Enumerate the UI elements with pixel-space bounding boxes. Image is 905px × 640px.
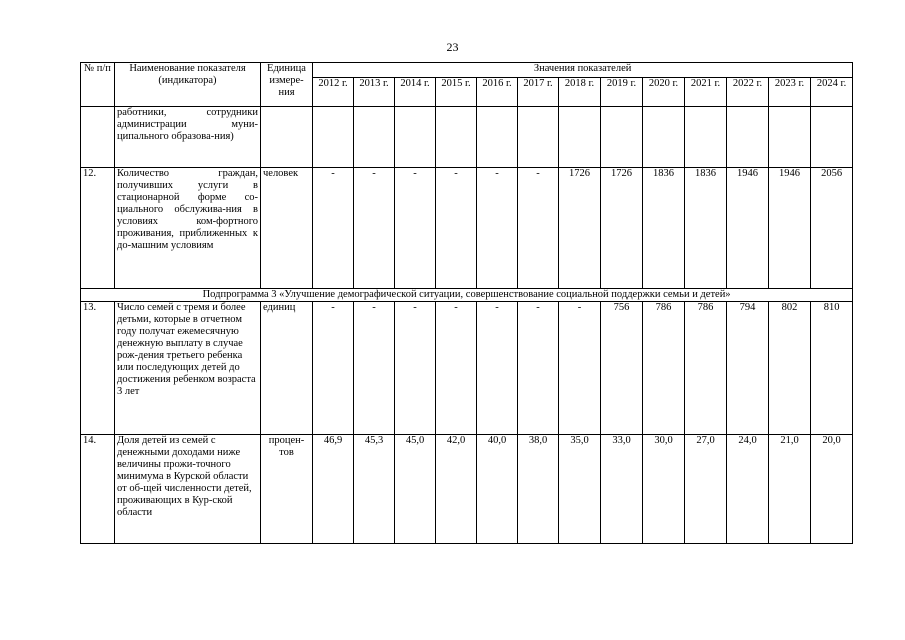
row-value: 20,0	[811, 435, 853, 544]
header-year: 2016 г.	[477, 78, 518, 107]
row-value: 1726	[601, 168, 643, 289]
row-value: 2056	[811, 168, 853, 289]
header-year: 2018 г.	[559, 78, 601, 107]
header-name: Наименование показателя (индикатора)	[115, 63, 261, 107]
row-name: Доля детей из семей с денежными доходами ниже величины прожи-точного минимума в Курской области от об-щей численности детей, проживающих в Кур-ской области	[115, 435, 261, 544]
header-year: 2019 г.	[601, 78, 643, 107]
row-value: 45,0	[395, 435, 436, 544]
header-year: 2024 г.	[811, 78, 853, 107]
header-values-title: Значения показателей	[313, 63, 853, 78]
row-value: 46,9	[313, 435, 354, 544]
table-row	[81, 168, 853, 289]
row-value: 802	[769, 302, 811, 435]
row-value: 1836	[643, 168, 685, 289]
row-value: -	[313, 168, 354, 289]
header-year: 2020 г.	[643, 78, 685, 107]
row-value: 27,0	[685, 435, 727, 544]
subprogram-title: Подпрограмма 3 «Улучшение демографической ситуации, совершенствование социальной поддержки семьи и детей»	[81, 289, 853, 302]
row-value: 1836	[685, 168, 727, 289]
row-value	[643, 107, 685, 168]
row-value	[313, 107, 354, 168]
row-value: 38,0	[518, 435, 559, 544]
row-value: -	[477, 168, 518, 289]
row-value	[601, 107, 643, 168]
row-value: 21,0	[769, 435, 811, 544]
row-num: 12.	[81, 168, 115, 289]
row-unit: процен-тов	[261, 435, 313, 544]
row-value: -	[354, 302, 395, 435]
subprogram-row	[81, 289, 853, 302]
header-unit: Единица измере-ния	[261, 63, 313, 107]
row-unit: человек	[261, 168, 313, 289]
row-num: 13.	[81, 302, 115, 435]
row-value: -	[436, 168, 477, 289]
header-year: 2012 г.	[313, 78, 354, 107]
row-value: 30,0	[643, 435, 685, 544]
row-value: 33,0	[601, 435, 643, 544]
row-value: -	[354, 168, 395, 289]
row-unit: единиц	[261, 302, 313, 435]
row-value: -	[477, 302, 518, 435]
row-value: -	[313, 302, 354, 435]
row-value: 35,0	[559, 435, 601, 544]
row-unit	[261, 107, 313, 168]
indicators-table	[80, 62, 853, 544]
row-value	[685, 107, 727, 168]
row-value: 810	[811, 302, 853, 435]
row-value: 786	[643, 302, 685, 435]
row-value: 45,3	[354, 435, 395, 544]
header-year: 2017 г.	[518, 78, 559, 107]
row-value: 42,0	[436, 435, 477, 544]
header-num: № п/п	[81, 63, 115, 107]
row-num: 14.	[81, 435, 115, 544]
row-value: -	[559, 302, 601, 435]
row-value	[436, 107, 477, 168]
row-value	[811, 107, 853, 168]
row-name: работники, сотрудники администрации муни-ципального образова-ния)	[115, 107, 261, 168]
page-number: 23	[446, 40, 459, 54]
table-row	[81, 435, 853, 544]
row-value: 1726	[559, 168, 601, 289]
row-value: 24,0	[727, 435, 769, 544]
row-value: -	[518, 168, 559, 289]
row-value: -	[436, 302, 477, 435]
header-year: 2014 г.	[395, 78, 436, 107]
row-value	[477, 107, 518, 168]
row-value: 40,0	[477, 435, 518, 544]
row-value: 794	[727, 302, 769, 435]
row-num	[81, 107, 115, 168]
row-value	[559, 107, 601, 168]
table-row	[81, 107, 853, 168]
header-year: 2021 г.	[685, 78, 727, 107]
header-year: 2013 г.	[354, 78, 395, 107]
row-name: Число семей с тремя и более детьми, которые в отчетном году получат ежемесячную денежную выплату в случае рож-дения третьего ребенка или последующих детей до достижения ребенком возраста 3 лет	[115, 302, 261, 435]
row-value: 786	[685, 302, 727, 435]
row-value: 1946	[769, 168, 811, 289]
row-name: Количество граждан, получивших услуги в стационарной форме со-циального обслужива-ния в условиях ком-фортного проживания, приближенных к до-машним условиям	[115, 168, 261, 289]
row-value: 756	[601, 302, 643, 435]
table-row	[81, 302, 853, 435]
row-value: -	[518, 302, 559, 435]
row-value	[518, 107, 559, 168]
row-value	[769, 107, 811, 168]
header-year: 2022 г.	[727, 78, 769, 107]
row-value	[354, 107, 395, 168]
header-year: 2015 г.	[436, 78, 477, 107]
header-year: 2023 г.	[769, 78, 811, 107]
row-value	[395, 107, 436, 168]
row-value: -	[395, 168, 436, 289]
row-value: 1946	[727, 168, 769, 289]
row-value	[727, 107, 769, 168]
row-value: -	[395, 302, 436, 435]
